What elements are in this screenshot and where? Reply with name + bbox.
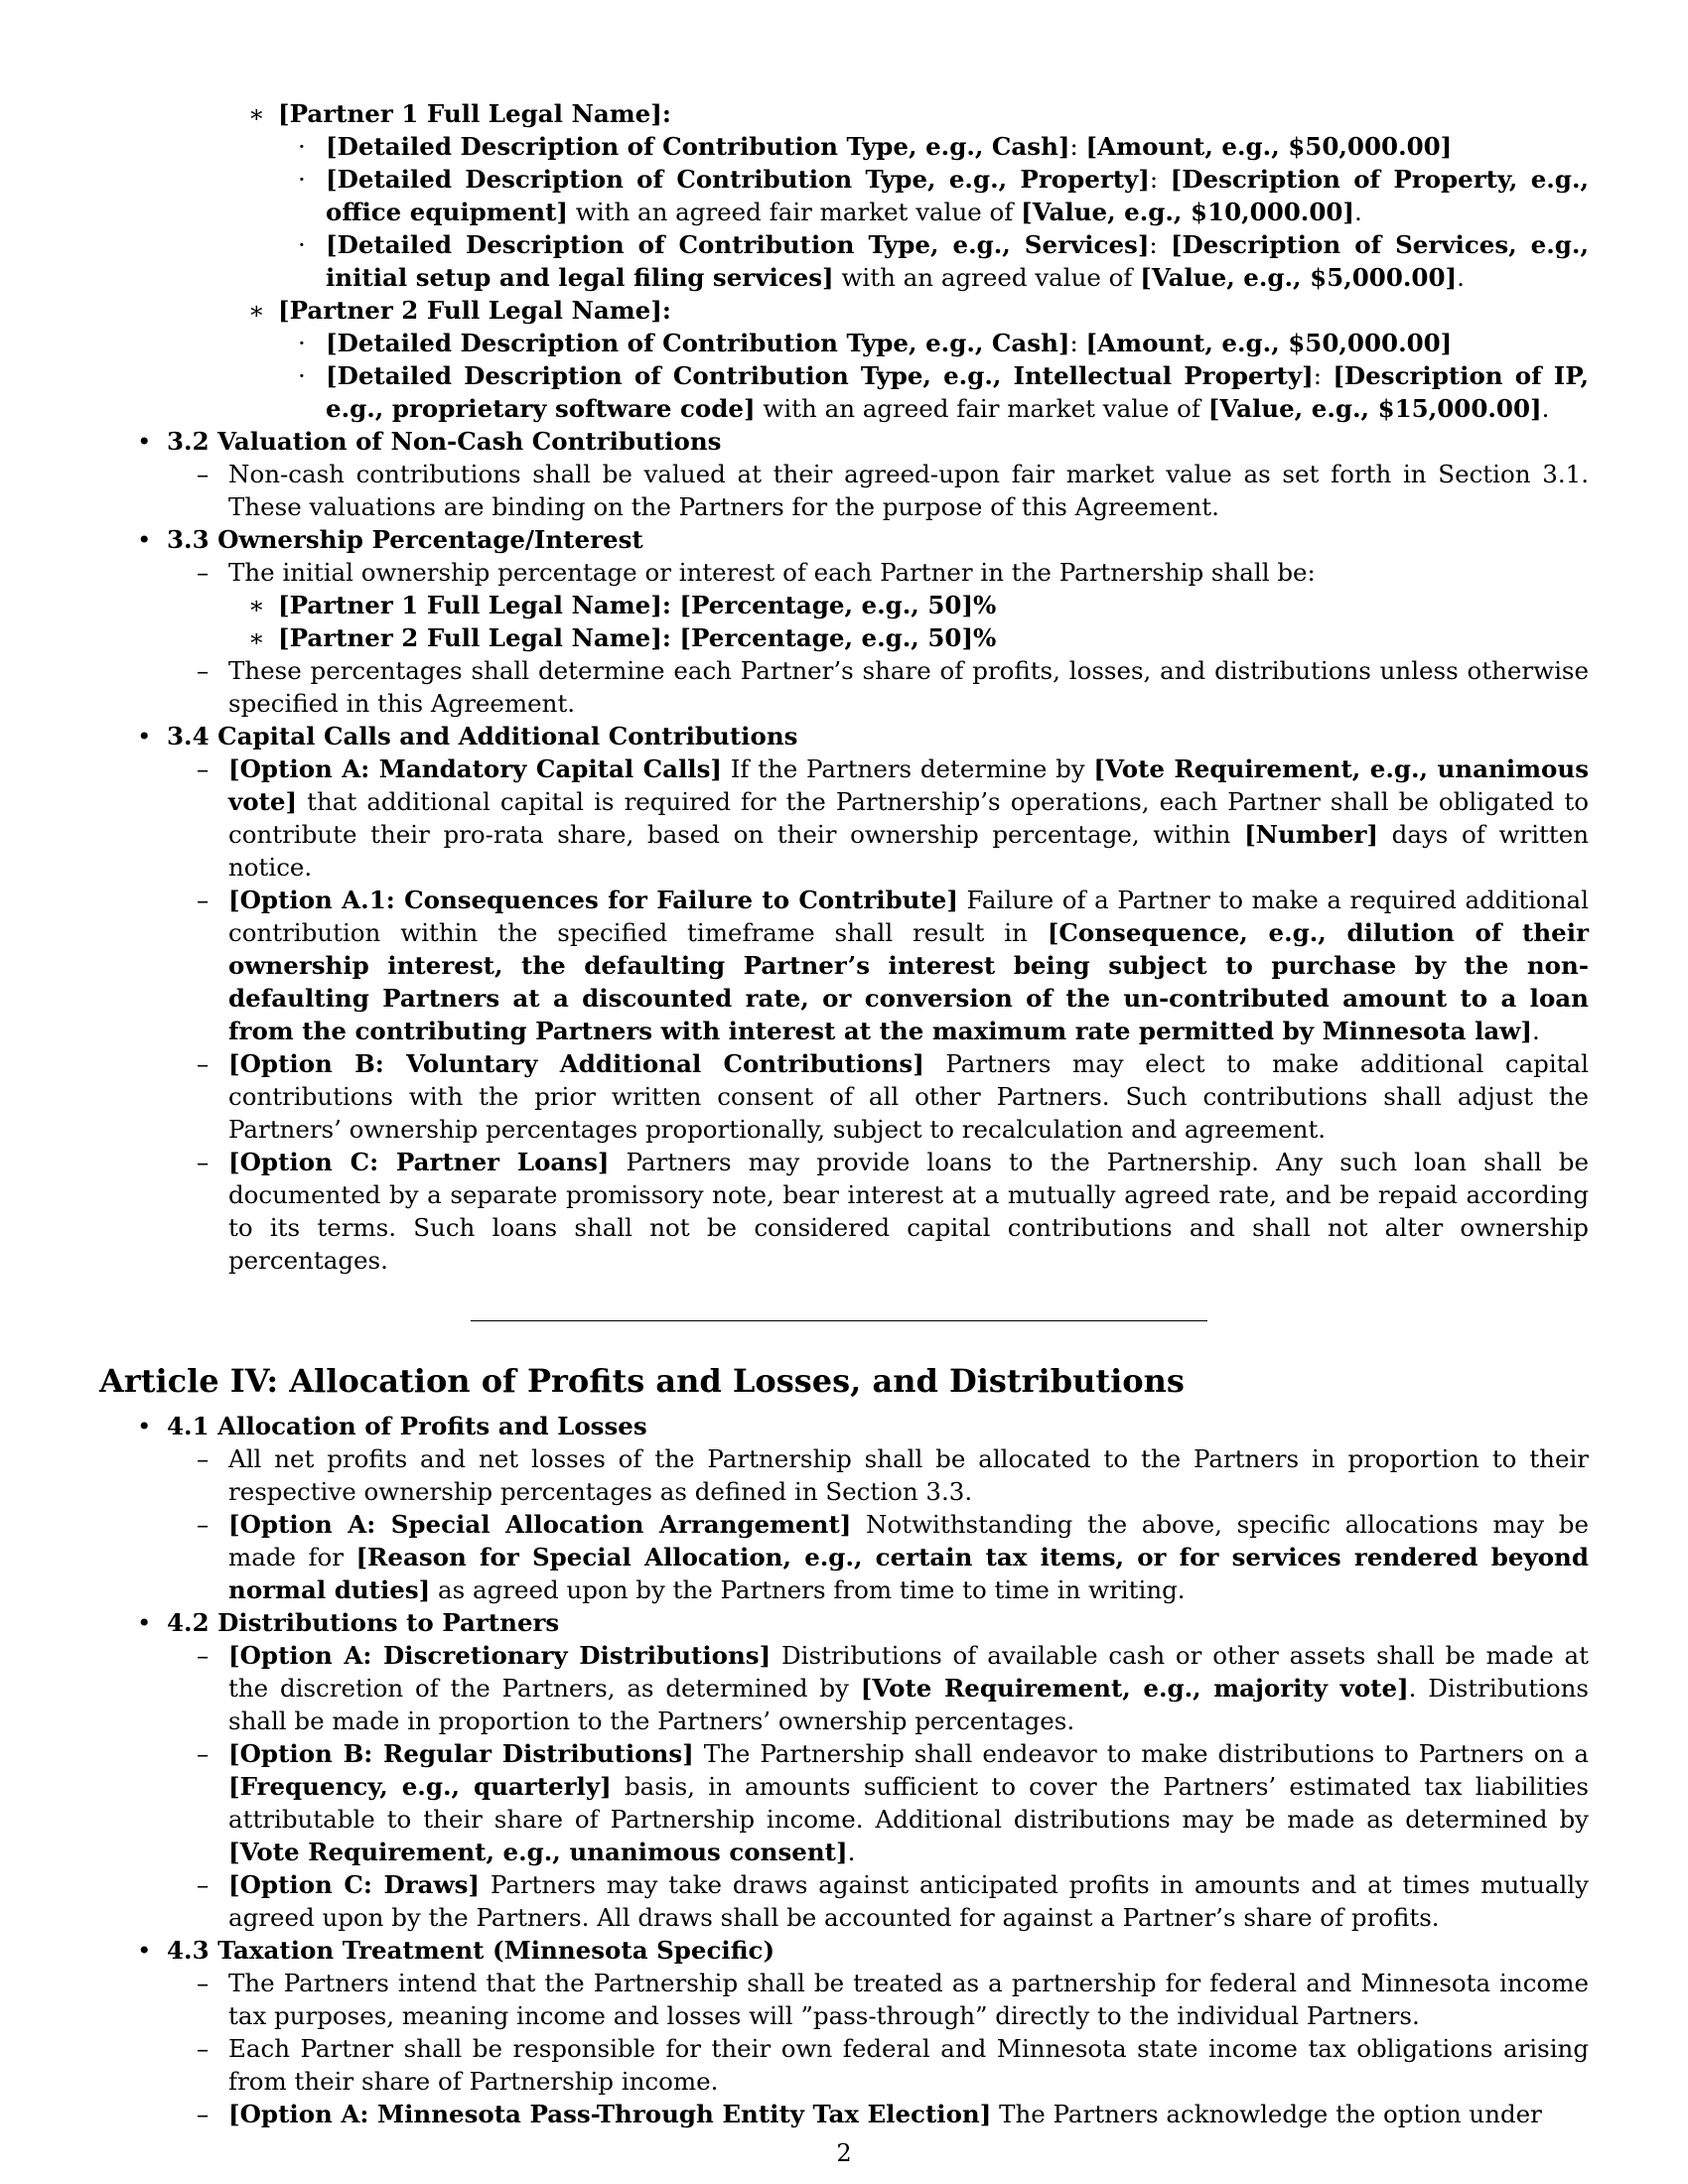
page-number: 2 — [836, 2139, 852, 2167]
contribution-item: · [Detailed Description of Contribution Type, e.g., Intellectual Property]: [Description of IP, e.g., proprietary software code] with an agreed fair market value of [Value, e.g., $15,000.00]. — [298, 361, 1589, 423]
section-3-3-note: – These percentages shall determine each Partner’s share of profits, losses, and distributions unless otherwise specified in this Agreement. — [197, 656, 1589, 718]
option-c-partner-loans: – [Option C: Partner Loans] Partners may provide loans to the Partnership. Any such loan shall be documented by a separate promissory note, bear interest at a mutually agreed rate, and be repaid according to its terms. Such loans shall not be considered capital contributions and shall not alter ownership percentages. — [197, 1148, 1589, 1275]
contribution-item: · [Detailed Description of Contribution Type, e.g., Property]: [Description of Property, e.g., office equipment] with an agreed fair market value of [Value, e.g., $10,000.00]. — [298, 165, 1589, 226]
section-3-2-text: – Non-cash contributions shall be valued at their agreed-upon fair market value as set forth in Section 3.1. These valuations are binding on the Partners for the purpose of this Agreement. — [197, 460, 1589, 521]
section-4-3-heading: • 4.3 Taxation Treatment (Minnesota Specific) — [137, 1936, 775, 1965]
section-3-3-intro: – The initial ownership percentage or interest of each Partner in the Partnership shall be: — [197, 558, 1316, 587]
ownership-partner-1: ∗ [Partner 1 Full Legal Name]: [Percentage, e.g., 50]% — [248, 591, 997, 619]
section-4-3-text-2: – Each Partner shall be responsible for their own federal and Minnesota state income tax obligations arising from their share of Partnership income. — [197, 2034, 1589, 2096]
contribution-item: · [Detailed Description of Contribution Type, e.g., Services]: [Description of Services, e.g., initial setup and legal filing services] with an agreed value of [Value, e.g., $5,000.00]. — [298, 230, 1589, 292]
contribution-item: · [Detailed Description of Contribution Type, e.g., Cash]: [Amount, e.g., $50,000.00] — [298, 329, 1453, 357]
ownership-partner-2: ∗ [Partner 2 Full Legal Name]: [Percentage, e.g., 50]% — [248, 623, 997, 652]
article-iv-title: Article IV: Allocation of Profits and Losses, and Distributions — [99, 1362, 1185, 1400]
option-a1-failure-to-contribute: – [Option A.1: Consequences for Failure to Contribute] Failure of a Partner to make a required additional contribution within the specified timeframe shall result in [Consequence, e.g., dilution of their ownership interest, the defaulting Partner’s interest being subject to purchase by the non-defaulting Partners at a discounted rate, or conversion of the un-contributed amount to a loan from the contributing Partners with interest at the maximum rate permitted by Minnesota law]. — [197, 886, 1589, 1045]
option-c-draws: – [Option C: Draws] Partners may take draws against anticipated profits in amounts and at times mutually agreed upon by the Partners. All draws shall be accounted for against a Partner’s share of profits. — [197, 1870, 1590, 1932]
partner1-contribution-heading: ∗ [Partner 1 Full Legal Name]: — [248, 99, 671, 128]
section-4-1-text: – All net profits and net losses of the Partnership shall be allocated to the Partners in proportion to their respective ownership percentages as defined in Section 3.3. — [197, 1444, 1589, 1506]
option-b-regular-distributions: – [Option B: Regular Distributions] The Partnership shall endeavor to make distributions to Partners on a [Frequency, e.g., quarterly] basis, in amounts sufficient to cover the Partners’ estimated tax liabilities attributable to their share of Partnership income. Additional distributions may be made as determined by [Vote Requirement, e.g., unanimous consent]. — [197, 1739, 1589, 1866]
section-4-3-text-1: – The Partners intend that the Partnership shall be treated as a partnership for federal and Minnesota income tax purposes, meaning income and losses will ”pass-through” directly to the individual Partners. — [197, 1969, 1589, 2030]
option-a-special-allocation: – [Option A: Special Allocation Arrangement] Notwithstanding the above, specific allocations may be made for [Reason for Special Allocation, e.g., certain tax items, or for services rendered beyond normal duties] as agreed upon by the Partners from time to time in writing. — [197, 1510, 1589, 1604]
section-3-4-heading: • 3.4 Capital Calls and Additional Contributions — [137, 722, 798, 751]
page-content — [99, 97, 1589, 2130]
section-4-1-heading: • 4.1 Allocation of Profits and Losses — [137, 1412, 647, 1440]
partner2-contribution-heading: ∗ [Partner 2 Full Legal Name]: — [248, 296, 671, 325]
section-3-2-heading: • 3.2 Valuation of Non-Cash Contributions — [137, 427, 722, 456]
option-a-discretionary-distributions: – [Option A: Discretionary Distributions] Distributions of available cash or other assets shall be made at the discretion of the Partners, as determined by [Vote Requirement, e.g., majority vote]. Distributions shall be made in proportion to the Partners’ ownership percentages. — [197, 1641, 1589, 1735]
horizontal-rule — [471, 1320, 1207, 1321]
contribution-item: · [Detailed Description of Contribution Type, e.g., Cash]: [Amount, e.g., $50,000.00] — [298, 132, 1453, 161]
section-3-3-heading: • 3.3 Ownership Percentage/Interest — [137, 525, 643, 554]
option-a-pass-through-entity-tax: – [Option A: Minnesota Pass-Through Entity Tax Election] The Partners acknowledge the option under — [197, 2100, 1542, 2128]
option-a-mandatory-capital-calls: – [Option A: Mandatory Capital Calls] If the Partners determine by [Vote Requirement, e.g., unanimous vote] that additional capital is required for the Partnership’s operations, each Partner shall be obligated to contribute their pro-rata share, based on their ownership percentage, within [Number] days of written notice. — [197, 754, 1590, 882]
option-b-voluntary-contributions: – [Option B: Voluntary Additional Contributions] Partners may elect to make additional capital contributions with the prior written consent of all other Partners. Such contributions shall adjust the Partners’ ownership percentages proportionally, subject to recalculation and agreement. — [197, 1049, 1589, 1144]
section-4-2-heading: • 4.2 Distributions to Partners — [137, 1608, 560, 1637]
